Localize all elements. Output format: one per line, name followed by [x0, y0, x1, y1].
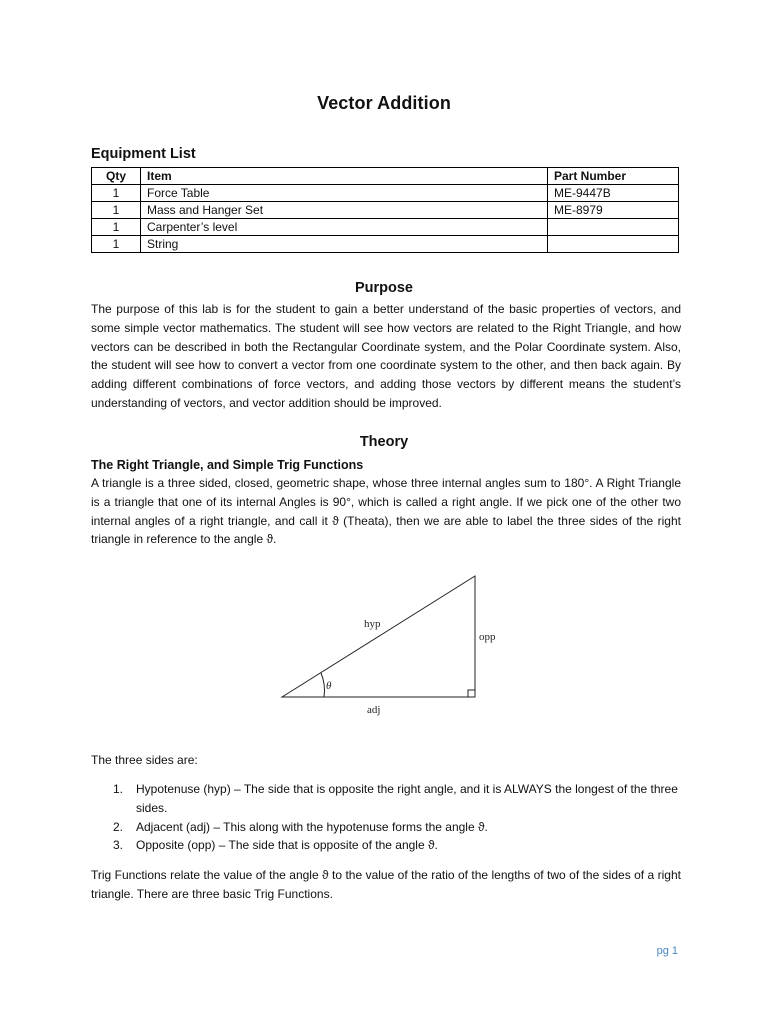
right-triangle-diagram — [270, 565, 510, 720]
table-row — [92, 202, 679, 219]
list-number: 3. — [113, 838, 124, 853]
theory-subheading: The Right Triangle, and Simple Trig Functions — [91, 458, 364, 472]
header-qty: Qty — [92, 168, 141, 185]
page-number: pg 1 — [656, 945, 678, 957]
hyp-label: hyp — [364, 618, 381, 630]
theory-heading: Theory — [359, 434, 409, 450]
list-item-text: Adjacent (adj) – This along with the hypotenuse forms the angle ϑ. — [136, 819, 488, 834]
cell-part-number — [548, 236, 679, 253]
purpose-paragraph: The purpose of this lab is for the student to gain a better understand of the basic properties of vectors, and some simple vector mathematics. The student will see how vectors are related to the Right Triangle, and how vectors can be described in both the Rectangular Coordinate system, and the Polar Coordinate system. Also, the student will see how to convert a vector from one coordinate system to the other, and then back again. By adding different combinations of force vectors, and adding those vectors by different means the student’s understanding of vectors, and vector addition should be improved. — [91, 302, 681, 410]
right-triangle-figure — [270, 565, 510, 720]
list-number: 2. — [113, 819, 124, 834]
theta-label: θ — [326, 680, 332, 692]
header-part-number: Part Number — [548, 168, 679, 185]
cell-item: Force Table — [141, 185, 548, 202]
cell-qty: 1 — [92, 202, 141, 219]
list-item — [91, 818, 681, 837]
cell-qty: 1 — [92, 236, 141, 253]
list-item-text: Opposite (opp) – The side that is opposite of the angle ϑ. — [136, 838, 438, 853]
list-item — [91, 780, 681, 818]
cell-item: Mass and Hanger Set — [141, 202, 548, 219]
table-row — [92, 219, 679, 236]
angle-arc — [321, 673, 324, 697]
cell-item: String — [141, 236, 548, 253]
equipment-table — [91, 167, 679, 253]
trig-paragraph: Trig Functions relate the value of the angle ϑ to the value of the ratio of the lengths of two of the sides of a right triangle. There are three basic Trig Functions. — [91, 868, 681, 901]
cell-item: Carpenter’s level — [141, 219, 548, 236]
list-item-text: Hypotenuse (hyp) – The side that is opposite the right angle, and it is ALWAYS the longest of the three sides. — [136, 782, 678, 815]
equipment-heading: Equipment List — [91, 146, 196, 162]
purpose-heading: Purpose — [354, 280, 413, 296]
page-title: Vector Addition — [317, 93, 451, 113]
theory-paragraph: A triangle is a three sided, closed, geometric shape, whose three internal angles sum to 180°. A Right Triangle is a triangle that one of its internal Angles is 90°, which is called a right angle. If we pick one of the other two internal angles of a right triangle, and call it ϑ (Theata), then we are able to label the three sides of the right triangle in reference to the angle ϑ. — [91, 476, 681, 547]
cell-qty: 1 — [92, 219, 141, 236]
table-row — [92, 185, 679, 202]
opp-label: opp — [479, 631, 496, 643]
list-item — [91, 836, 681, 855]
cell-qty: 1 — [92, 185, 141, 202]
cell-part-number — [548, 219, 679, 236]
table-header-row — [92, 168, 679, 185]
cell-part-number: ME-8979 — [548, 202, 679, 219]
list-number: 1. — [113, 782, 124, 796]
adj-label: adj — [367, 704, 381, 716]
right-angle-marker — [468, 690, 475, 697]
table-row — [92, 236, 679, 253]
sides-intro: The three sides are: — [91, 753, 198, 767]
cell-part-number: ME-9447B — [548, 185, 679, 202]
triangle-outline — [282, 576, 475, 697]
header-item: Item — [141, 168, 548, 185]
sides-list — [91, 780, 681, 855]
